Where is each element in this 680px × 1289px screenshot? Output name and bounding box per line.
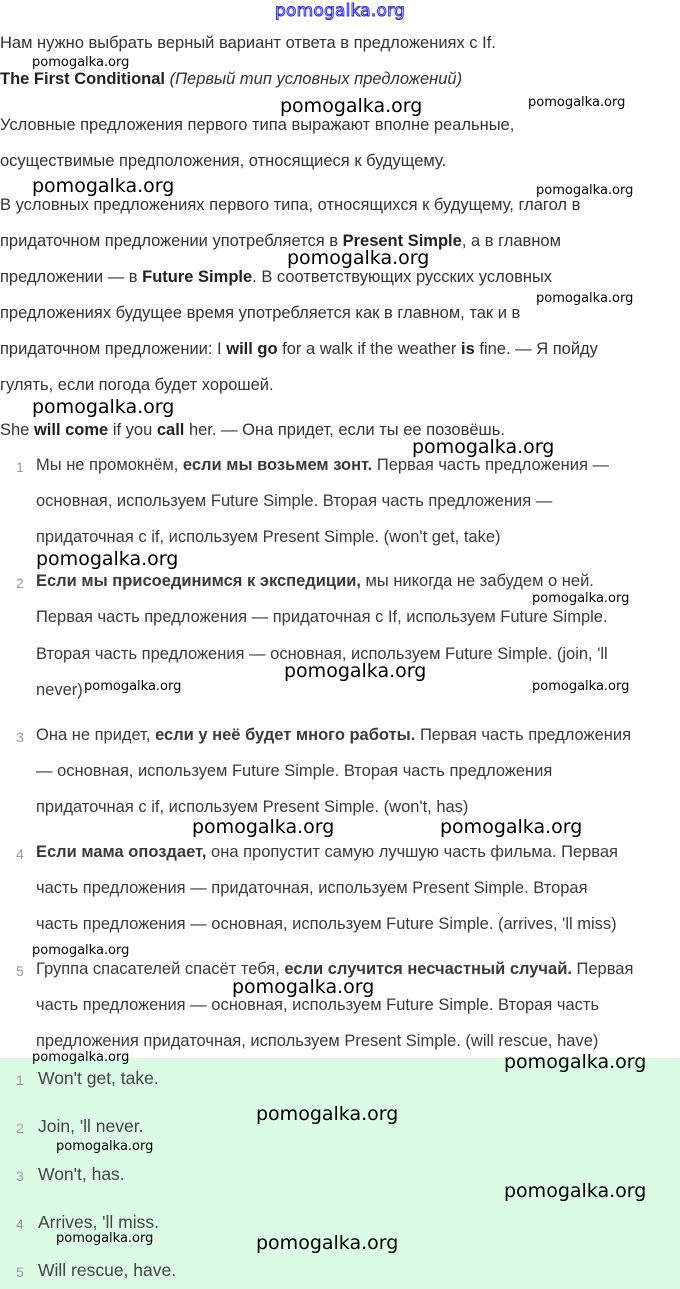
watermark: pomogalka.org — [56, 1231, 154, 1246]
site-header-logo[interactable]: pomogalka.org — [275, 1, 405, 21]
watermark: pomogalka.org — [287, 247, 430, 269]
list-item-line: часть предложения — основная, используем Future Simple. Вторая часть — [36, 996, 600, 1014]
title-bold: The First Conditional — [0, 70, 165, 88]
answer-number: 1 — [16, 1072, 24, 1088]
list-item-line: часть предложения — основная, используем Future Simple. (arrives, 'll miss) — [36, 915, 617, 933]
list-item-line: придаточная с if, используем Present Simple. (won't get, take) — [36, 528, 501, 546]
watermark: pomogalka.org — [528, 95, 626, 110]
list-item-line: — основная, используем Future Simple. Вторая часть предложения — [36, 762, 553, 780]
title-italic: (Первый тип условных предложений) — [169, 70, 463, 88]
paragraph-line: гулять, если погода будет хорошей. — [0, 376, 274, 394]
watermark: pomogalka.org — [536, 183, 634, 198]
answer-text: Won't, has. — [38, 1164, 125, 1184]
list-item-line: Группа спасателей спасёт тебя, если случится несчастный случай. Первая — [36, 960, 634, 978]
watermark: pomogalka.org — [532, 679, 630, 694]
item-number: 3 — [16, 729, 24, 745]
list-item-line: Если мы присоединимся к экспедиции, мы никогда не забудем о ней. — [36, 572, 594, 590]
answer-text: Join, 'll never. — [38, 1116, 144, 1136]
intro-line: Нам нужно выбрать верный вариант ответа в предложениях с If. — [0, 34, 496, 52]
list-item-line: Мы не промокнём, если мы возьмем зонт. Первая часть предложения — — [36, 456, 610, 474]
paragraph-line: предложении — в Future Simple. В соответствующих русских условных — [0, 268, 553, 286]
watermark: pomogalka.org — [536, 291, 634, 306]
section-title — [0, 70, 462, 89]
watermark: pomogalka.org — [32, 1050, 130, 1065]
watermark: pomogalka.org — [504, 1051, 647, 1073]
watermark: pomogalka.org — [192, 816, 335, 838]
list-item-line: Она не придет, если у неё будет много работы. Первая часть предложения — [36, 726, 632, 744]
watermark: pomogalka.org — [280, 95, 423, 117]
watermark: pomogalka.org — [412, 436, 555, 458]
watermark: pomogalka.org — [56, 1139, 154, 1154]
item-number: 2 — [16, 575, 24, 591]
item-number: 1 — [16, 459, 24, 475]
list-item-line: Если мама опоздает, она пропустит самую лучшую часть фильма. Первая — [36, 843, 618, 861]
list-item-line: never) — [36, 681, 83, 699]
watermark: pomogalka.org — [32, 396, 175, 418]
watermark: pomogalka.org — [232, 976, 375, 998]
watermark: pomogalka.org — [32, 55, 130, 70]
watermark: pomogalka.org — [284, 660, 427, 682]
watermark: pomogalka.org — [504, 1180, 647, 1202]
answer-number: 3 — [16, 1168, 24, 1184]
watermark: pomogalka.org — [32, 943, 130, 958]
list-item-line: часть предложения — придаточная, используем Present Simple. Вторая — [36, 879, 588, 897]
watermark: pomogalka.org — [36, 548, 179, 570]
answer-text: Arrives, 'll miss. — [38, 1212, 159, 1232]
example-line: She will come if you call her. — Она придет, если ты ее позовёшь. — [0, 421, 505, 439]
paragraph-line: придаточном предложении употребляется в Present Simple, а в главном — [0, 232, 561, 250]
paragraph-line: осуществимые предположения, относящиеся к будущему. — [0, 152, 447, 170]
paragraph-line: придаточном предложении: I will go for a walk if the weather is fine. — Я пойду — [0, 340, 598, 358]
answer-number: 5 — [16, 1264, 24, 1280]
answer-text: Won't get, take. — [38, 1068, 159, 1088]
answer-number: 4 — [16, 1216, 24, 1232]
watermark: pomogalka.org — [532, 591, 630, 606]
answer-text: Will rescue, have. — [38, 1260, 177, 1280]
paragraph-line: В условных предложениях первого типа, относящихся к будущему, глагол в — [0, 196, 581, 214]
answer-number: 2 — [16, 1120, 24, 1136]
list-item-line: Первая часть предложения — придаточная с If, используем Future Simple. — [36, 608, 608, 626]
answers-panel — [0, 1058, 680, 1289]
watermark: pomogalka.org — [256, 1103, 399, 1125]
watermark: pomogalka.org — [84, 679, 182, 694]
item-number: 4 — [16, 846, 24, 862]
paragraph-line: предложениях будущее время употребляется как в главном, так и в — [0, 304, 521, 322]
watermark: pomogalka.org — [32, 175, 175, 197]
item-number: 5 — [16, 963, 24, 979]
list-item-line: придаточная с if, используем Present Simple. (won't, has) — [36, 798, 469, 816]
watermark: pomogalka.org — [440, 816, 583, 838]
paragraph-line: Условные предложения первого типа выражают вполне реальные, — [0, 116, 515, 134]
list-item-line: предложения придаточная, используем Present Simple. (will rescue, have) — [36, 1032, 599, 1050]
watermark: pomogalka.org — [256, 1232, 399, 1254]
list-item-line: Вторая часть предложения — основная, используем Future Simple. (join, 'll — [36, 645, 608, 663]
list-item-line: основная, используем Future Simple. Вторая часть предложения — — [36, 492, 553, 510]
